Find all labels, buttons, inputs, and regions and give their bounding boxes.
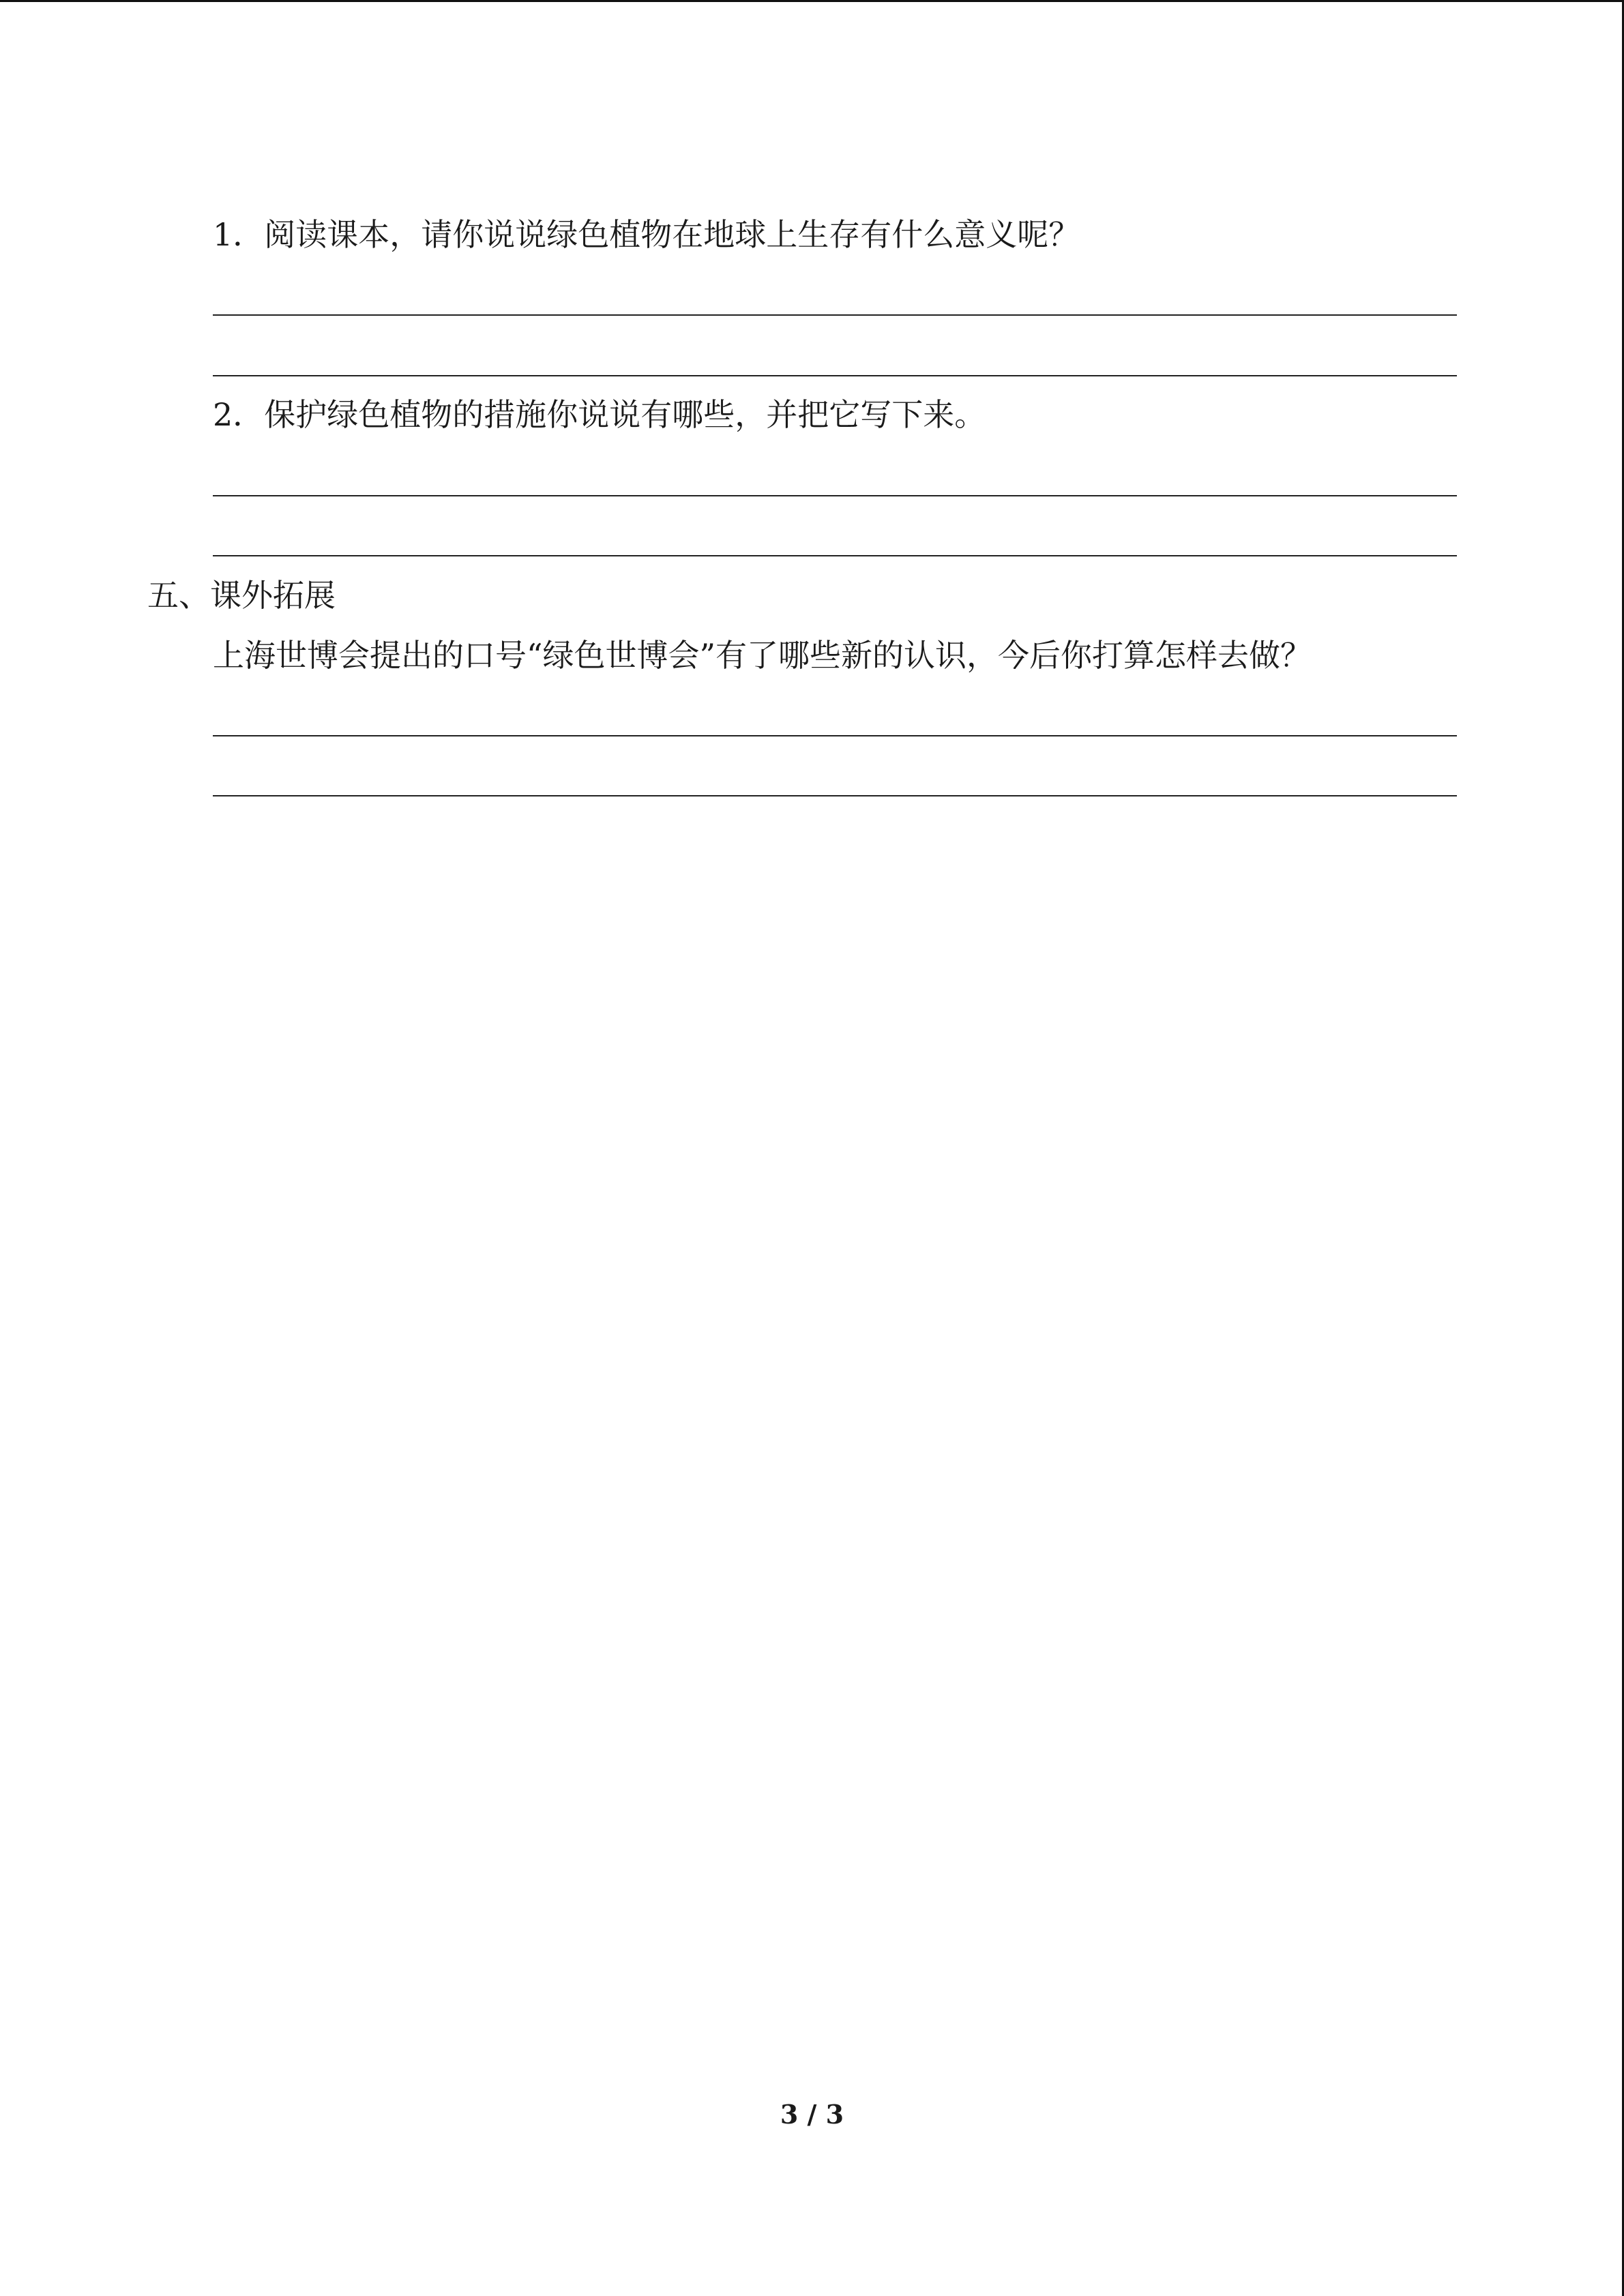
answer-line-s5-1[interactable] (213, 735, 1457, 736)
page-number: 3 / 3 (780, 2099, 844, 2130)
section-five-heading: 五、课外拓展 (147, 577, 336, 614)
answer-line-s5-2[interactable] (213, 795, 1457, 796)
question-1-text: 1．阅读课本，请你说说绿色植物在地球上生存有什么意义呢？ (213, 216, 1080, 253)
question-2-text: 2．保护绿色植物的措施你说说有哪些，并把它写下来。 (213, 396, 986, 433)
answer-line-q2-1[interactable] (213, 495, 1457, 496)
answer-line-q2-2[interactable] (213, 555, 1457, 556)
answer-line-q1-1[interactable] (213, 314, 1457, 316)
answer-line-q1-2[interactable] (213, 375, 1457, 376)
section-five-prompt: 上海世博会提出的口号“绿色世博会”有了哪些新的认识，今后你打算怎样去做？ (213, 637, 1312, 674)
